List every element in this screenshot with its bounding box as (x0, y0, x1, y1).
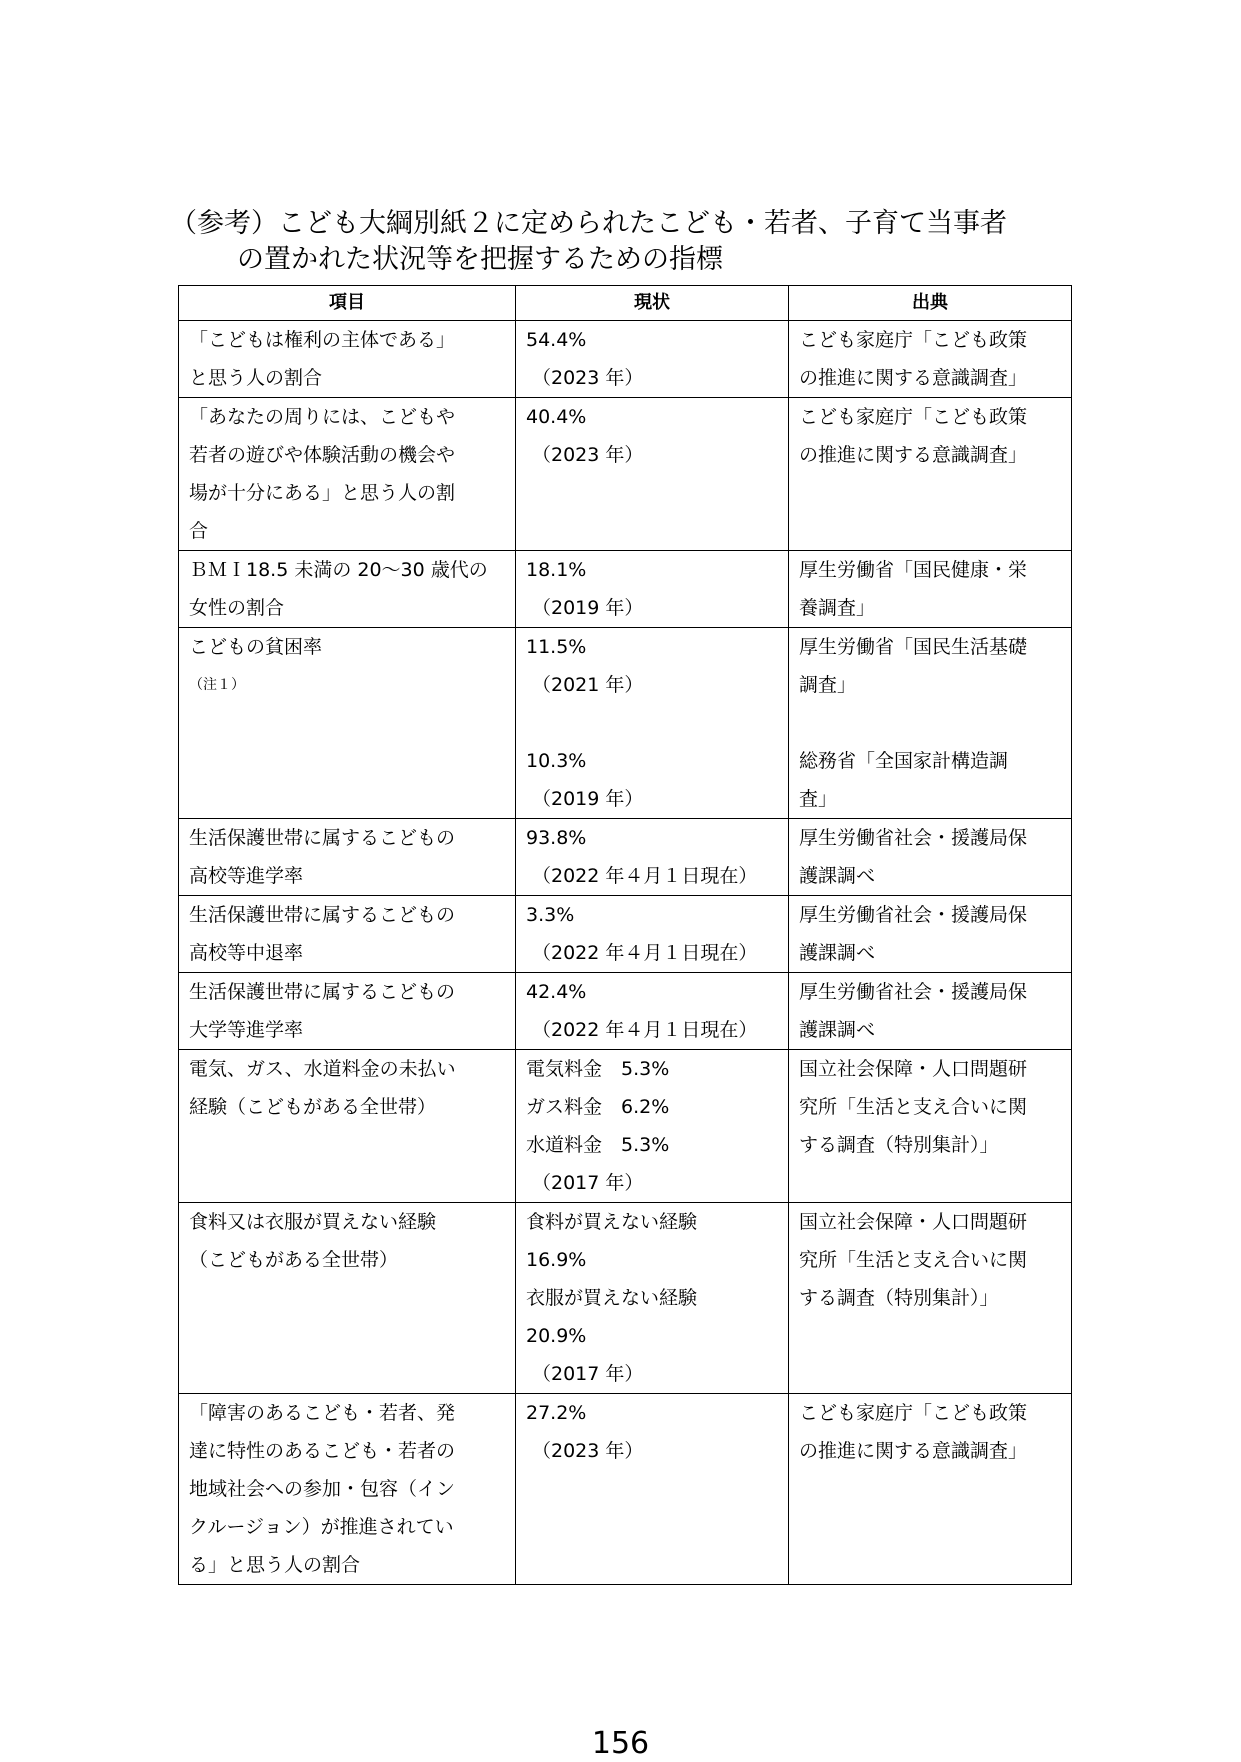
source-line: 究所「生活と支え合いに関 (799, 1096, 1028, 1118)
header-source: 出典 (789, 286, 1072, 321)
status-value-2: 10.3% (526, 750, 587, 772)
item-line: 若者の遊びや体験活動の機会や (189, 444, 456, 466)
note-label: （注１） (189, 677, 245, 693)
status-line: 16.9% (526, 1249, 587, 1271)
source-line: の推進に関する意識調査」 (799, 367, 1028, 389)
status-year: （2023 年） (532, 1440, 644, 1462)
status-year: （2017 年） (532, 1172, 644, 1194)
item-line: 生活保護世帯に属するこどもの (189, 981, 456, 1003)
item-line: 生活保護世帯に属するこどもの (189, 904, 456, 926)
status-year: （2023 年） (532, 367, 644, 389)
source-line: こども家庭庁「こども政策 (799, 406, 1028, 428)
status-year: （2021 年） (532, 674, 644, 696)
item-line: （こどもがある全世帯） (189, 1249, 399, 1271)
source-cell (789, 1203, 1072, 1394)
source-line: こども家庭庁「こども政策 (799, 1402, 1028, 1424)
item-line: 生活保護世帯に属するこどもの (189, 827, 456, 849)
item-cell (179, 398, 516, 551)
item-line: 食料又は衣服が買えない経験 (189, 1211, 437, 1233)
source-line: こども家庭庁「こども政策 (799, 329, 1028, 351)
source-line: 厚生労働省「国民健康・栄 (799, 559, 1028, 581)
status-cell (516, 1050, 789, 1203)
item-line: 場が十分にある」と思う人の割 (189, 482, 456, 504)
table-row (179, 551, 1072, 628)
source-line: 国立社会保障・人口問題研 (799, 1058, 1028, 1080)
status-line: 水道料金 5.3% (526, 1134, 670, 1156)
table-row (179, 973, 1072, 1050)
status-year: （2017 年） (532, 1363, 644, 1385)
item-cell (179, 819, 516, 896)
item-cell (179, 973, 516, 1050)
status-cell (516, 321, 789, 398)
table-row (179, 628, 1072, 819)
source-cell (789, 896, 1072, 973)
item-line: 「こどもは権利の主体である」 (189, 329, 456, 351)
source-line-2: 総務省「全国家計構造調 (799, 750, 1009, 772)
status-line: 20.9% (526, 1325, 587, 1347)
source-line: 究所「生活と支え合いに関 (799, 1249, 1028, 1271)
source-line: の推進に関する意識調査」 (799, 1440, 1028, 1462)
item-cell (179, 1394, 516, 1585)
status-value: 18.1% (526, 559, 587, 581)
source-cell (789, 628, 1072, 819)
title-line-1: （参考）こども大綱別紙２に定められたこども・若者、子育て当事者 (170, 208, 1007, 239)
source-line: 護課調べ (799, 942, 876, 964)
status-cell (516, 628, 789, 819)
source-cell (789, 1394, 1072, 1585)
status-value: 40.4% (526, 406, 587, 428)
source-cell (789, 321, 1072, 398)
table-header-row (179, 286, 1072, 321)
status-cell (516, 973, 789, 1050)
status-value: 27.2% (526, 1402, 587, 1424)
status-line: 衣服が買えない経験 (526, 1287, 698, 1309)
status-year: （2022 年４月１日現在） (532, 865, 758, 887)
status-value: 93.8% (526, 827, 587, 849)
item-line: 女性の割合 (189, 597, 285, 619)
source-line: 厚生労働省社会・援護局保 (799, 904, 1028, 926)
item-line: 高校等進学率 (189, 865, 304, 887)
status-cell (516, 819, 789, 896)
source-cell (789, 398, 1072, 551)
status-cell (516, 896, 789, 973)
source-line: の推進に関する意識調査」 (799, 444, 1028, 466)
item-line: 達に特性のあるこども・若者の (189, 1440, 456, 1462)
source-cell (789, 551, 1072, 628)
item-line: こどもの貧困率 (189, 636, 323, 658)
item-cell (179, 1203, 516, 1394)
source-line: する調査（特別集計）」 (799, 1287, 999, 1309)
status-line: ガス料金 6.2% (526, 1096, 670, 1118)
item-line: 経験（こどもがある全世帯） (189, 1096, 437, 1118)
item-line: ＢＭＩ18.5 未満の 20～30 歳代の (189, 559, 488, 581)
source-line: 厚生労働省社会・援護局保 (799, 827, 1028, 849)
status-year: （2023 年） (532, 444, 644, 466)
table-row (179, 896, 1072, 973)
item-cell (179, 896, 516, 973)
page-number: 156 (591, 1726, 650, 1761)
status-year: （2022 年４月１日現在） (532, 1019, 758, 1041)
source-line: 養調査」 (799, 597, 876, 619)
item-line: 大学等進学率 (189, 1019, 304, 1041)
item-cell (179, 1050, 516, 1203)
title-line-2: の置かれた状況等を把握するための指標 (237, 244, 723, 275)
status-cell (516, 551, 789, 628)
source-line: 国立社会保障・人口問題研 (799, 1211, 1028, 1233)
indicator-table (178, 285, 1072, 1585)
table-row (179, 1203, 1072, 1394)
status-year-2: （2019 年） (532, 788, 644, 810)
status-year: （2019 年） (532, 597, 644, 619)
item-line: クルージョン）が推進されてい (189, 1516, 454, 1538)
item-line: 「あなたの周りには、こどもや (189, 406, 456, 428)
status-value: 3.3% (526, 904, 575, 926)
table-row (179, 1394, 1072, 1585)
source-line: する調査（特別集計）」 (799, 1134, 999, 1156)
status-value: 11.5% (526, 636, 587, 658)
status-line: 食料が買えない経験 (526, 1211, 698, 1233)
status-line: 電気料金 5.3% (526, 1058, 670, 1080)
source-line: 厚生労働省「国民生活基礎 (799, 636, 1028, 658)
source-cell (789, 819, 1072, 896)
item-line: 地域社会への参加・包容（イン (189, 1478, 456, 1500)
source-cell (789, 1050, 1072, 1203)
status-cell (516, 398, 789, 551)
source-line-2: 査」 (799, 788, 838, 810)
item-line: 合 (189, 520, 209, 542)
table-row (179, 1050, 1072, 1203)
status-year: （2022 年４月１日現在） (532, 942, 758, 964)
item-line: 「障害のあるこども・若者、発 (189, 1402, 456, 1424)
table-row (179, 321, 1072, 398)
item-cell (179, 321, 516, 398)
source-cell (789, 973, 1072, 1050)
status-value: 42.4% (526, 981, 587, 1003)
item-line: 電気、ガス、水道料金の未払い (189, 1058, 456, 1080)
header-item: 項目 (179, 286, 516, 321)
item-cell (179, 628, 516, 819)
status-cell (516, 1203, 789, 1394)
item-cell (179, 551, 516, 628)
status-cell (516, 1394, 789, 1585)
source-line: 調査」 (799, 674, 857, 696)
header-status: 現状 (516, 286, 789, 321)
table-row (179, 819, 1072, 896)
item-line: 高校等中退率 (189, 942, 304, 964)
source-line: 護課調べ (799, 865, 876, 887)
item-line: る」と思う人の割合 (189, 1554, 361, 1576)
source-line: 厚生労働省社会・援護局保 (799, 981, 1028, 1003)
source-line: 護課調べ (799, 1019, 876, 1041)
status-value: 54.4% (526, 329, 587, 351)
page-title (170, 206, 1090, 278)
table-row (179, 398, 1072, 551)
item-line: と思う人の割合 (189, 367, 323, 389)
